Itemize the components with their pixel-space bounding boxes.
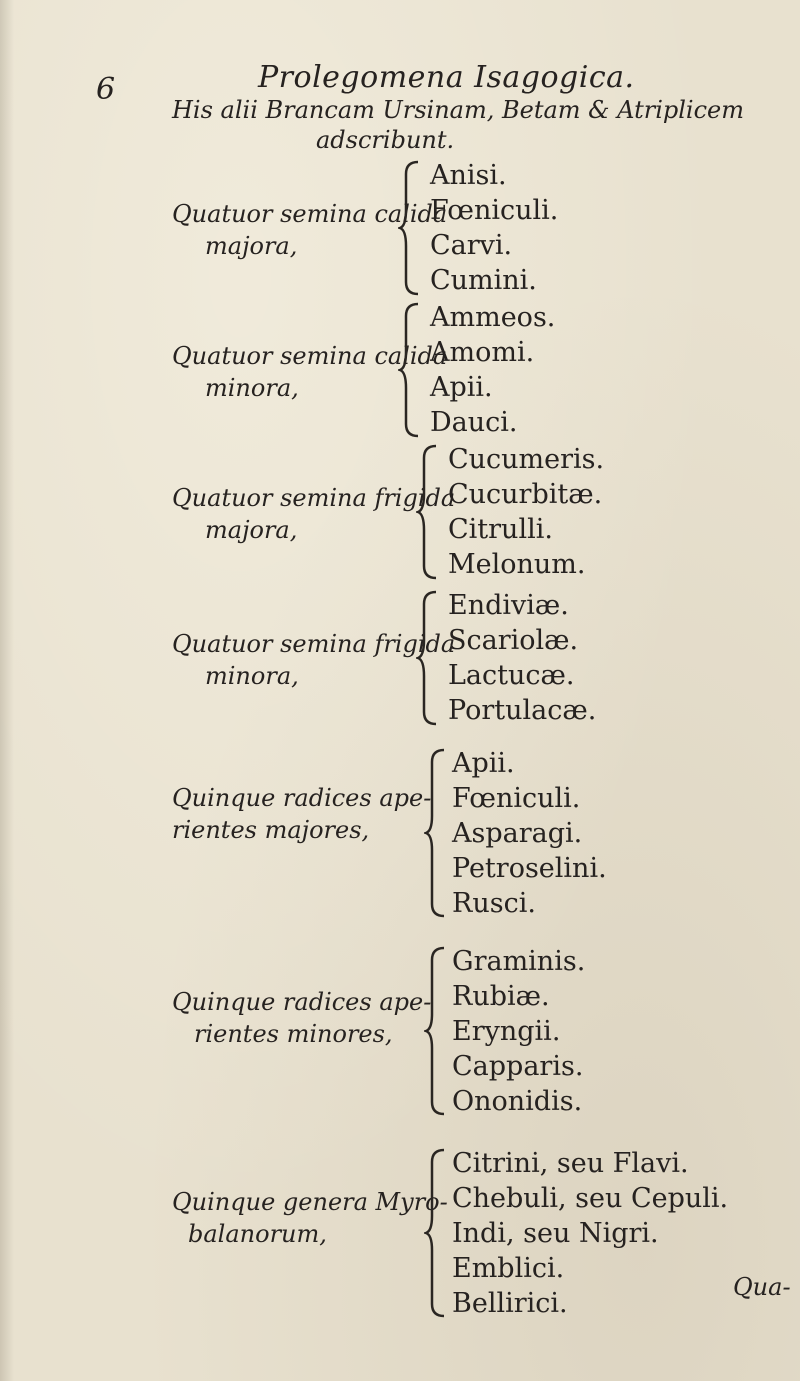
list-item: Anisi.: [430, 160, 507, 191]
curly-brace-icon: [424, 746, 452, 920]
intro-line-1: His alii Brancam Ursinam, Betam & Atriplicem: [172, 96, 744, 124]
group-label-line-1: Quinque radices ape-: [172, 784, 432, 812]
list-item: Cucurbitæ.: [448, 479, 603, 510]
list-item: Citrulli.: [448, 514, 553, 545]
group-label-line-1: Quatuor semina calida: [172, 200, 448, 228]
list-item: Melonum.: [448, 549, 586, 580]
list-item: Scariolæ.: [448, 625, 579, 656]
list-item: Lactucæ.: [448, 660, 575, 691]
group-label-line-2: majora,: [205, 516, 298, 544]
list-item: Emblici.: [452, 1253, 565, 1284]
list-item: Endiviæ.: [448, 590, 569, 621]
page-number: 6: [96, 72, 116, 107]
curly-brace-icon: [398, 300, 426, 440]
list-item: Fœniculi.: [452, 783, 581, 814]
group-label-line-2: rientes minores,: [194, 1020, 393, 1048]
list-item: Apii.: [430, 372, 493, 403]
catchword: Qua-: [733, 1273, 791, 1301]
list-item: Ononidis.: [452, 1086, 583, 1117]
curly-brace-icon: [424, 1146, 452, 1320]
list-item: Capparis.: [452, 1051, 584, 1082]
list-item: Portulacæ.: [448, 695, 597, 726]
list-item: Eryngii.: [452, 1016, 561, 1047]
curly-brace-icon: [398, 158, 426, 298]
list-item: Petroselini.: [452, 853, 607, 884]
group-label-line-2: rientes majores,: [172, 816, 370, 844]
list-item: Fœniculi.: [430, 195, 559, 226]
curly-brace-icon: [424, 944, 452, 1118]
list-item: Citrini, seu Flavi.: [452, 1148, 689, 1179]
group-label-line-2: balanorum,: [188, 1220, 327, 1248]
list-item: Carvi.: [430, 230, 513, 261]
list-item: Dauci.: [430, 407, 518, 438]
running-head: Prolegomena Isagogica.: [258, 60, 635, 95]
list-item: Apii.: [452, 748, 515, 779]
group-label-line-1: Quinque genera Myro-: [172, 1188, 448, 1216]
list-item: Amomi.: [430, 337, 535, 368]
list-item: Bellirici.: [452, 1288, 568, 1319]
group-label-line-1: Quatuor semina frigida: [172, 630, 456, 658]
curly-brace-icon: [416, 588, 444, 728]
list-item: Rusci.: [452, 888, 536, 919]
list-item: Cumini.: [430, 265, 537, 296]
intro-line-2: adscribunt.: [316, 126, 455, 154]
list-item: Ammeos.: [430, 302, 556, 333]
list-item: Indi, seu Nigri.: [452, 1218, 659, 1249]
group-label-line-2: majora,: [205, 232, 298, 260]
page-edge-shadow: [0, 0, 14, 1381]
group-label-line-1: Quatuor semina frigida: [172, 484, 456, 512]
group-label-line-1: Quatuor semina calida: [172, 342, 448, 370]
group-label-line-1: Quinque radices ape-: [172, 988, 432, 1016]
group-label-line-2: minora,: [205, 662, 299, 690]
group-label-line-2: minora,: [205, 374, 299, 402]
list-item: Graminis.: [452, 946, 586, 977]
list-item: Cucumeris.: [448, 444, 605, 475]
list-item: Asparagi.: [452, 818, 583, 849]
list-item: Chebuli, seu Cepuli.: [452, 1183, 729, 1214]
curly-brace-icon: [416, 442, 444, 582]
list-item: Rubiæ.: [452, 981, 550, 1012]
